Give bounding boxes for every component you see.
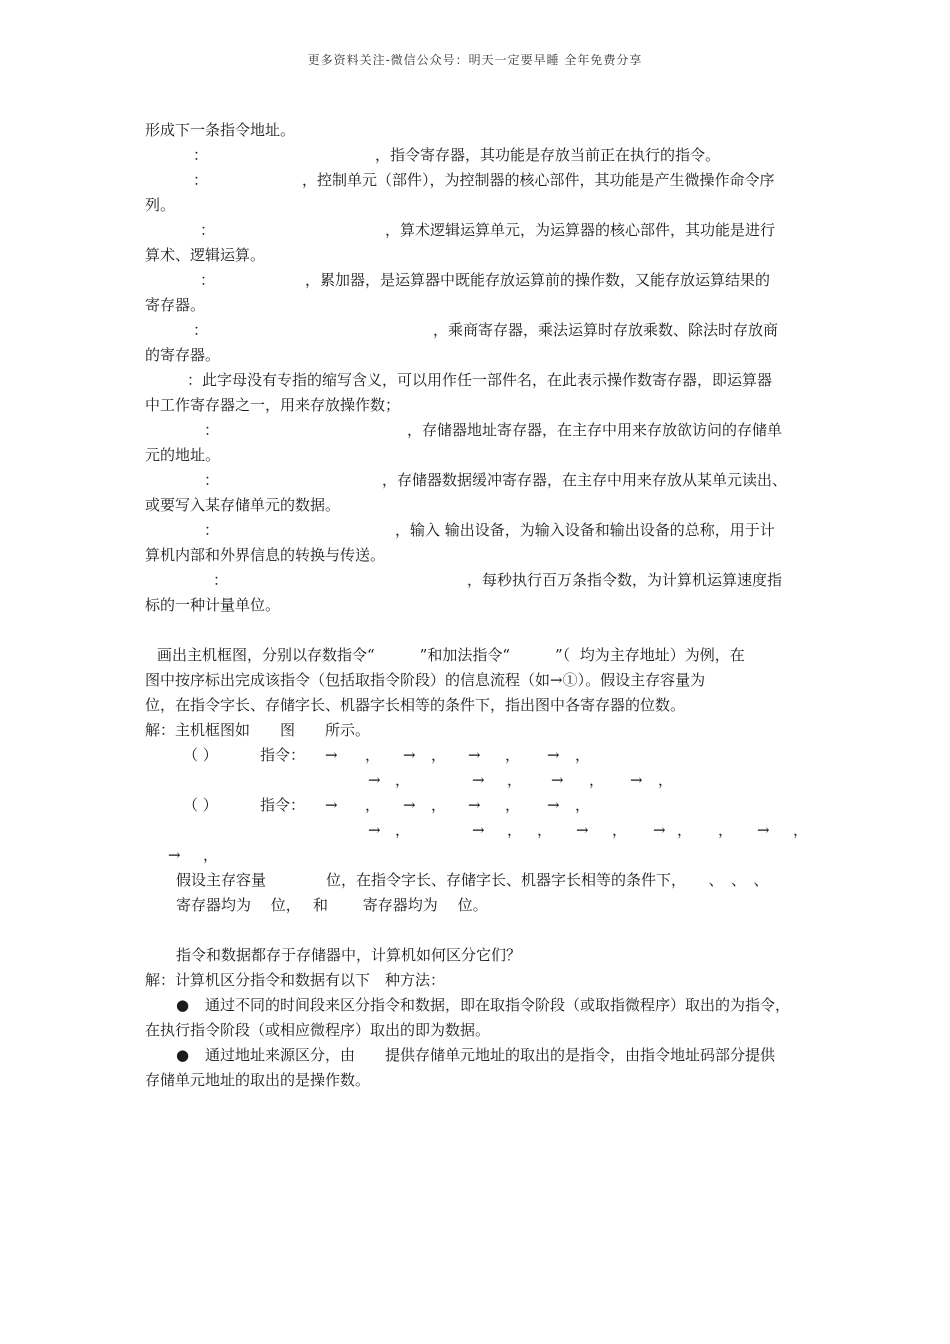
arrow-icon: →: [757, 821, 770, 839]
arrow-icon: →: [472, 821, 485, 839]
bullet-icon: ●: [176, 996, 190, 1014]
bullet-item-2: [145, 1043, 807, 1068]
arrow-icon: →: [547, 746, 560, 764]
definition-text: ，乘商寄存器，乘法运算时存放乘数、除法时存放商: [433, 321, 779, 339]
arrow-icon: →: [547, 796, 560, 814]
paragraph-line: 在执行指令阶段（或相应微程序）取出的即为数据。: [145, 1021, 491, 1039]
comma: ，: [365, 796, 381, 814]
question-line: 指令和数据都存于存储器中，计算机如何区分它们？: [176, 946, 522, 964]
comma: ，: [612, 821, 628, 839]
comma: ，: [505, 796, 521, 814]
comma: ，: [365, 746, 381, 764]
comma: ，: [589, 771, 605, 789]
arrow-icon: →: [630, 771, 643, 789]
comma: ，: [793, 821, 809, 839]
flow-label: （ ）: [183, 746, 218, 764]
comma: ，: [575, 796, 591, 814]
answer-line: 假设主存容量 位，在指令字长、存储字长、机器字长相等的条件下， 、 、 、: [176, 871, 769, 889]
arrow-icon: →: [576, 821, 589, 839]
paragraph-line: 寄存器。: [145, 296, 206, 314]
paragraph-line: 中工作寄存器之一，用来存放操作数；: [145, 396, 401, 414]
comma: ，: [677, 821, 693, 839]
definition-mips: [145, 568, 807, 593]
arrow-icon: →: [551, 771, 564, 789]
answer-line: 寄存器均为 位， 和 寄存器均为 位。: [176, 896, 488, 914]
definition-text: ：此字母没有专指的缩写含义，可以用作任一部件名，在此表示操作数寄存器，即运算器: [187, 371, 773, 389]
arrow-icon: →: [368, 771, 381, 789]
paragraph-line: 的寄存器。: [145, 346, 221, 364]
arrow-icon: →: [325, 746, 338, 764]
comma: ，: [395, 771, 411, 789]
bullet-item-1: [145, 993, 807, 1018]
definition-cu: [145, 168, 807, 193]
colon: ：: [204, 471, 220, 489]
definition-mar: [145, 418, 807, 443]
flow-line-1a: [145, 743, 807, 768]
arrow-icon: →: [472, 771, 485, 789]
arrow-icon: →: [168, 846, 181, 864]
arrow-icon: →: [653, 821, 666, 839]
question-line: 位，在指令字长、存储字长、机器字长相等的条件下，指出图中各寄存器的位数。: [145, 696, 686, 714]
paragraph-line: 算机内部和外界信息的转换与传送。: [145, 546, 386, 564]
paragraph-line: 存储单元地址的取出的是操作数。: [145, 1071, 371, 1089]
arrow-icon: →: [403, 796, 416, 814]
colon: ：: [193, 321, 209, 339]
definition-ir: [145, 143, 807, 168]
definition-io: [145, 518, 807, 543]
definition-text: ，指令寄存器，其功能是存放当前正在执行的指令。: [375, 146, 721, 164]
comma: ，: [537, 821, 553, 839]
colon: ：: [200, 221, 216, 239]
paragraph-line: 算术、逻辑运算。: [145, 246, 266, 264]
question-line: 画出主机框图，分别以存数指令“ ”和加法指令“ ”（ 均为主存地址）为例，在: [157, 646, 745, 664]
definition-text: ，累加器，是运算器中既能存放运算前的操作数，又能存放运算结果的: [305, 271, 771, 289]
bullet-text: 通过不同的时间段来区分指令和数据，即在取指令阶段（或取指微程序）取出的为指令，: [205, 996, 791, 1014]
definition-text: ，每秒执行百万条指令数，为计算机运算速度指: [467, 571, 783, 589]
bullet-text: 通过地址来源区分，由 提供存储单元地址的取出的是指令，由指令地址码部分提供: [205, 1046, 776, 1064]
definition-text: ，存储器数据缓冲寄存器，在主存中用来存放从某单元读出、: [382, 471, 788, 489]
arrow-icon: →: [368, 821, 381, 839]
definition-text: ，控制单元（部件），为控制器的核心部件，其功能是产生微操作命令序: [302, 171, 775, 189]
question-line: 图中按序标出完成该指令（包括取指令阶段）的信息流程（如→①）。假设主存容量为: [145, 671, 706, 689]
arrow-icon: →: [325, 796, 338, 814]
flow-line-1b: [145, 768, 807, 793]
comma: ，: [718, 821, 734, 839]
colon: ：: [204, 521, 220, 539]
paragraph-line: 或要写入某存储单元的数据。: [145, 496, 341, 514]
comma: ，: [431, 796, 447, 814]
definition-x: [145, 368, 807, 393]
definition-text: ，输入 输出设备，为输入设备和输出设备的总称，用于计: [395, 521, 775, 539]
colon: ：: [193, 146, 209, 164]
flow-line-2a: [145, 793, 807, 818]
definition-text: ，算术逻辑运算单元，为运算器的核心部件，其功能是进行: [385, 221, 776, 239]
comma: ，: [505, 746, 521, 764]
definition-mq: [145, 318, 807, 343]
bullet-icon: ●: [176, 1046, 190, 1064]
comma: ，: [507, 771, 523, 789]
arrow-icon: →: [468, 796, 481, 814]
arrow-icon: →: [468, 746, 481, 764]
arrow-icon: →: [403, 746, 416, 764]
comma: ，: [203, 846, 219, 864]
paragraph-line: 形成下一条指令地址。: [145, 121, 296, 139]
comma: ，: [575, 746, 591, 764]
paragraph-line: 元的地址。: [145, 446, 221, 464]
comma: ，: [395, 821, 411, 839]
paragraph-line: 列。: [145, 196, 176, 214]
definition-alu: [145, 218, 807, 243]
page-header: 更多资料关注-微信公众号：明天一定要早睡 全年免费分享: [307, 53, 643, 67]
document-body: [145, 118, 807, 1093]
paragraph-line: 标的一种计量单位。: [145, 596, 281, 614]
comma: ，: [658, 771, 674, 789]
colon: ：: [204, 421, 220, 439]
flow-label: 指令：: [260, 796, 306, 814]
definition-mdr: [145, 468, 807, 493]
answer-line: 解：主机框图如 图 所示。: [145, 721, 371, 739]
comma: ，: [507, 821, 523, 839]
definition-text: ，存储器地址寄存器，在主存中用来存放欲访问的存储单: [407, 421, 783, 439]
colon: ：: [193, 171, 209, 189]
flow-label: （ ）: [183, 796, 218, 814]
colon: ：: [200, 271, 216, 289]
flow-label: 指令：: [260, 746, 306, 764]
colon: ：: [213, 571, 229, 589]
comma: ，: [431, 746, 447, 764]
definition-acc: [145, 268, 807, 293]
flow-line-2c: [145, 843, 807, 868]
answer-line: 解：计算机区分指令和数据有以下 种方法：: [145, 971, 446, 989]
flow-line-2b: [145, 818, 807, 843]
